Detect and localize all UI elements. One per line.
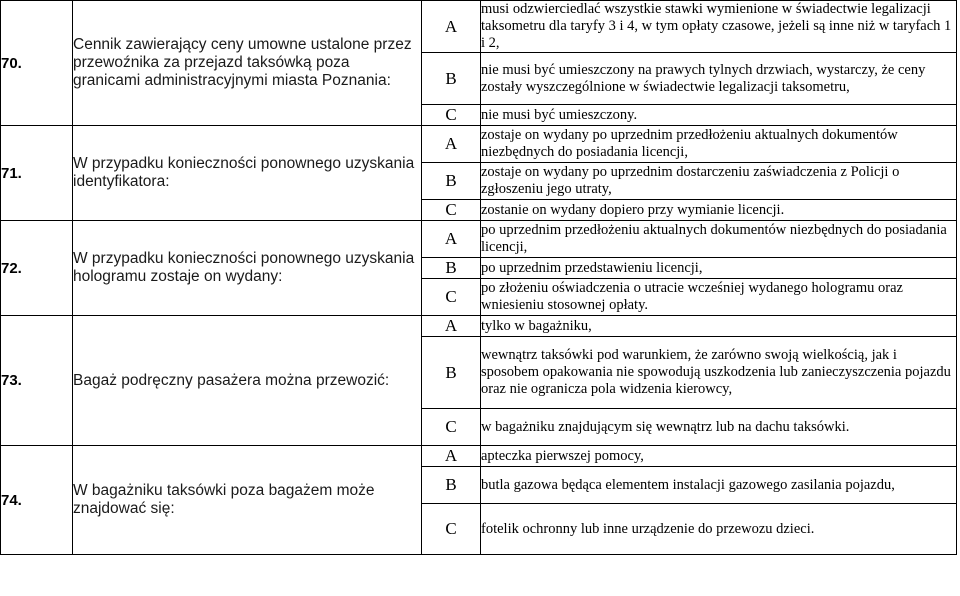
question-number: 71. [1,126,73,221]
question-number: 70. [1,1,73,126]
answer-row [1,126,957,163]
answer-letter: C [422,105,481,126]
question-number: 74. [1,446,73,555]
question-text: W bagażniku taksówki poza bagażem może znajdować się: [73,446,422,555]
answer-text: nie musi być umieszczony na prawych tylnych drzwiach, wystarczy, że ceny zostały wyszczególnione w świadectwie legalizacji taksometru, [481,53,957,105]
answer-letter: A [422,446,481,467]
question-number: 73. [1,316,73,446]
answer-text: wewnątrz taksówki pod warunkiem, że zarówno swoją wielkością, jak i sposobem opakowania nie spowodują uszkodzenia lub zanieczyszczenia pojazdu oraz nie ogranicza pola widzenia kierowcy, [481,337,957,409]
answer-text: w bagażniku znajdującym się wewnątrz lub na dachu taksówki. [481,409,957,446]
question-text: W przypadku konieczności ponownego uzyskania hologramu zostaje on wydany: [73,221,422,316]
answer-letter: A [422,221,481,258]
answer-text: po uprzednim przedstawieniu licencji, [481,258,957,279]
answer-row [1,1,957,53]
answer-text: zostaje on wydany po uprzednim dostarczeniu zaświadczenia z Policji o zgłoszeniu jego utraty, [481,163,957,200]
answer-text: butla gazowa będąca elementem instalacji gazowego zasilania pojazdu, [481,467,957,504]
answer-text: fotelik ochronny lub inne urządzenie do przewozu dzieci. [481,504,957,555]
question-text: Bagaż podręczny pasażera można przewozić: [73,316,422,446]
answer-letter: A [422,1,481,53]
answer-text: tylko w bagażniku, [481,316,957,337]
answer-row [1,446,957,467]
question-text: Cennik zawierający ceny umowne ustalone przez przewoźnika za przejazd taksówką poza granicami administracyjnymi miasta Poznania: [73,1,422,126]
answer-text: musi odzwierciedlać wszystkie stawki wymienione w świadectwie legalizacji taksometru dla taryfy 3 i 4, w tym opłaty czasowe, jeżeli są inne niż w taryfach 1 i 2, [481,1,957,53]
answer-letter: C [422,504,481,555]
answer-letter: C [422,409,481,446]
answer-text: apteczka pierwszej pomocy, [481,446,957,467]
answer-letter: B [422,258,481,279]
answer-letter: B [422,163,481,200]
answer-letter: B [422,467,481,504]
answer-letter: B [422,53,481,105]
question-number: 72. [1,221,73,316]
answer-row [1,316,957,337]
answer-text: zostanie on wydany dopiero przy wymianie licencji. [481,200,957,221]
question-text: W przypadku konieczności ponownego uzyskania identyfikatora: [73,126,422,221]
answer-text: nie musi być umieszczony. [481,105,957,126]
answer-text: zostaje on wydany po uprzednim przedłożeniu aktualnych dokumentów niezbędnych do posiadania licencji, [481,126,957,163]
answer-letter: A [422,126,481,163]
answer-letter: C [422,200,481,221]
answer-text: po złożeniu oświadczenia o utracie wcześniej wydanego hologramu oraz wniesieniu stosownej opłaty. [481,279,957,316]
answer-text: po uprzednim przedłożeniu aktualnych dokumentów niezbędnych do posiadania licencji, [481,221,957,258]
answer-letter: B [422,337,481,409]
answer-letter: C [422,279,481,316]
answer-row [1,221,957,258]
answer-letter: A [422,316,481,337]
